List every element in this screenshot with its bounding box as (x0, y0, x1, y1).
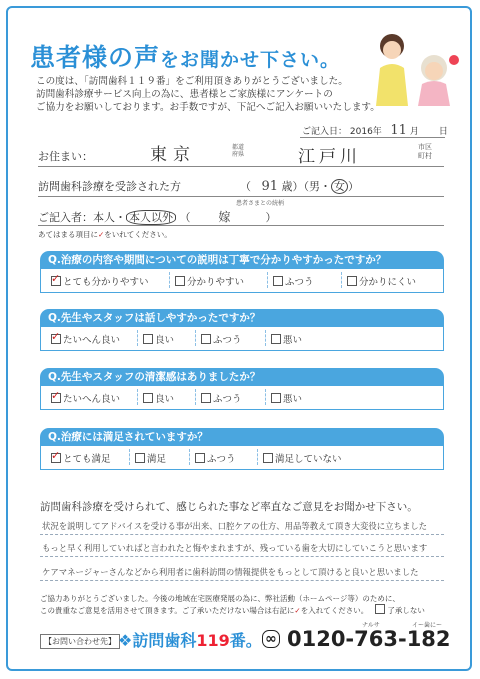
checkbox[interactable] (271, 393, 281, 403)
tooth-icon: ❖ (118, 631, 133, 650)
option[interactable] (201, 332, 242, 346)
option[interactable] (143, 332, 174, 346)
writer-label: ご記入者： (38, 211, 93, 224)
option[interactable] (175, 274, 244, 288)
title-sub: をお聞かせ下さい。 (160, 49, 341, 71)
option-label: ふつう (213, 335, 242, 346)
option[interactable] (51, 451, 111, 465)
question-header: Q.治療の内容や期間についての説明は丁寧で分かりやすかったですか？ (40, 251, 444, 269)
decline-label: 了承しない (387, 606, 425, 615)
option-label: ふつう (285, 277, 314, 288)
option-label: たいへん良い (63, 335, 121, 346)
comment-line: もっと早く利用していればと言われたと悔やまれますが、残っている歯を大切にしていこうと思います (42, 543, 428, 553)
phone-number[interactable] (262, 627, 451, 651)
patient-label: 訪問歯科診療を受診された方 (38, 180, 181, 193)
intro-line: 訪問歯科診療サービス向上の為に、患者様とご家族様にアンケートの (36, 89, 333, 101)
gender-separator: ・ (320, 180, 332, 193)
divider (195, 330, 197, 346)
city-units: 市区 町村 (418, 143, 432, 160)
title-main: 患者様の声 (30, 43, 161, 72)
option-label: ふつう (213, 394, 242, 405)
instruction-before: あてはまる項目に (38, 230, 98, 239)
option[interactable] (263, 451, 342, 465)
paren-close: ） (348, 180, 360, 193)
option[interactable] (51, 274, 149, 288)
contact-label: 【お問い合わせ先】 (40, 634, 120, 649)
question-options (40, 327, 444, 351)
logo-number: 119 (196, 631, 230, 650)
phone-ruby-1: ナルサ (362, 622, 380, 629)
page-title (30, 38, 340, 74)
intro-line: この度は、「訪問歯科１１９番」をご利用頂きありがとうございました。 (36, 76, 348, 87)
checkbox[interactable] (273, 276, 283, 286)
option[interactable] (195, 451, 236, 465)
gender-female: 女 (331, 179, 348, 194)
checkbox[interactable] (143, 393, 153, 403)
checkbox[interactable] (175, 276, 185, 286)
writer-other: 本人以外 (126, 210, 176, 225)
option[interactable] (273, 274, 314, 288)
instruction-after: をいれてください。 (104, 230, 172, 239)
option[interactable] (135, 451, 166, 465)
consent-line-text: この貴重なご意見を活用させて頂きます。ご了承いただけない場合は右記に (40, 606, 295, 615)
writer-self: 本人 (93, 211, 115, 224)
checkbox[interactable] (347, 276, 357, 286)
logo-text: 訪問歯科 (132, 631, 197, 650)
divider (257, 449, 259, 465)
option-label: とても分かりやすい (63, 277, 149, 288)
logo-suffix: 番。 (229, 631, 262, 650)
prefecture-units: 都道 府県 (232, 144, 245, 158)
date-underline (300, 137, 445, 138)
option[interactable] (347, 274, 416, 288)
relation-caption: 患者さまとの続柄 (236, 200, 285, 207)
option-label: 分かりやすい (187, 277, 245, 288)
address-city: 江戸川 (298, 147, 361, 167)
writer-separator: ・ (115, 211, 126, 224)
option-label: たいへん良い (63, 394, 121, 405)
checkbox-checked[interactable] (51, 393, 61, 403)
checkbox[interactable] (201, 393, 211, 403)
free-dial-icon: ∞ (262, 630, 280, 648)
paren-close: ） (265, 211, 277, 224)
checkbox[interactable] (135, 453, 145, 463)
checkbox-checked[interactable] (51, 453, 61, 463)
checkbox[interactable] (143, 334, 153, 344)
date-month: 11 (390, 123, 407, 138)
entry-date (302, 123, 448, 138)
date-month-unit: 月 (409, 127, 419, 137)
question-header: Q.先生やスタッフの清潔感はありましたか？ (40, 368, 444, 386)
decline-checkbox[interactable] (375, 604, 385, 614)
option-label: 満足 (147, 454, 167, 465)
comment-line: ケアマネージャーさんなどから利用者に歯科訪問の情報提供をもっとして頂けると良いと思いました (42, 567, 419, 577)
patient-underline (38, 196, 444, 197)
checkbox[interactable] (195, 453, 205, 463)
writer-underline (38, 225, 444, 226)
paren-open: （ (240, 180, 251, 193)
comment-rule (40, 580, 444, 581)
checkbox[interactable] (201, 334, 211, 344)
patient-age: 91 (261, 179, 279, 194)
option[interactable] (51, 391, 120, 405)
option[interactable] (51, 332, 120, 346)
checkbox-checked[interactable] (51, 276, 61, 286)
intro-text (36, 75, 380, 115)
option-label: 分かりにくい (359, 277, 417, 288)
comment-line: 状況を説明してアドバイスを受ける事が出来、口腔ケアの仕方、用品等教えて頂き大変役に立ちました (42, 521, 427, 531)
checkbox[interactable] (271, 334, 281, 344)
address-underline (38, 166, 444, 167)
writer-relation: 嫁 (218, 210, 231, 224)
phone-ruby-2: イー歯にー (412, 622, 443, 629)
option-label: 悪い (283, 335, 303, 346)
patient-info (240, 178, 359, 194)
question-options (40, 386, 444, 410)
paren-open: （ (179, 211, 191, 224)
divider (129, 449, 131, 465)
option[interactable] (143, 391, 174, 405)
date-label: ご記入日： (302, 127, 348, 137)
date-day-unit: 日 (438, 127, 448, 137)
divider (137, 389, 139, 405)
divider (265, 389, 267, 405)
writer-row (38, 208, 276, 225)
consent-text (40, 593, 425, 616)
divider (267, 272, 269, 288)
consent-line-2 (40, 604, 425, 616)
divider (169, 272, 171, 288)
option[interactable] (271, 391, 302, 405)
intro-line: ご協力をお願いしております。お手数ですが、下記へご記入お願いいたします。 (36, 102, 380, 114)
divider (195, 389, 197, 405)
divider (189, 449, 191, 465)
option-label: 良い (155, 394, 175, 405)
question-options (40, 269, 444, 293)
address-prefecture: 東京 (150, 145, 196, 165)
checkbox[interactable] (263, 453, 273, 463)
comment-prompt: 訪問歯科診療を受けられて、感じられた事など率直なご意見をお聞かせ下さい。 (40, 501, 418, 513)
check-mark-icon: ✓ (98, 230, 105, 239)
option-label: 悪い (283, 394, 303, 405)
checkbox-checked[interactable] (51, 334, 61, 344)
question-header: Q.治療には満足されていますか？ (40, 428, 444, 446)
company-logo (118, 628, 262, 651)
comment-rule (40, 556, 444, 557)
date-year: 2016 (349, 127, 373, 137)
divider (137, 330, 139, 346)
check-mark-icon: ✓ (294, 606, 301, 615)
option[interactable] (201, 391, 242, 405)
option-label: ふつう (207, 454, 236, 465)
consent-line: ご協力ありがとうございました。今後の地域在宅医療発展の為に、弊社活動（ホームページ等）のために、 (40, 594, 400, 603)
gender-male: 男 (309, 180, 321, 193)
question-options (40, 446, 444, 470)
comment-rule (40, 534, 444, 535)
option[interactable] (271, 332, 302, 346)
question-header: Q.先生やスタッフは話しやすかったですか？ (40, 309, 444, 327)
instruction (38, 229, 172, 240)
divider (341, 272, 343, 288)
option-label: 良い (155, 335, 175, 346)
divider (265, 330, 267, 346)
option-label: とても満足 (63, 454, 111, 465)
phone-text: 0120-763-182 (286, 627, 451, 651)
consent-line-text: を入れてください。 (300, 606, 369, 615)
date-year-unit: 年 (372, 127, 382, 137)
age-unit: 歳）（ (281, 180, 310, 193)
address-label: お住まい： (38, 150, 93, 163)
option-label: 満足していない (275, 454, 342, 465)
